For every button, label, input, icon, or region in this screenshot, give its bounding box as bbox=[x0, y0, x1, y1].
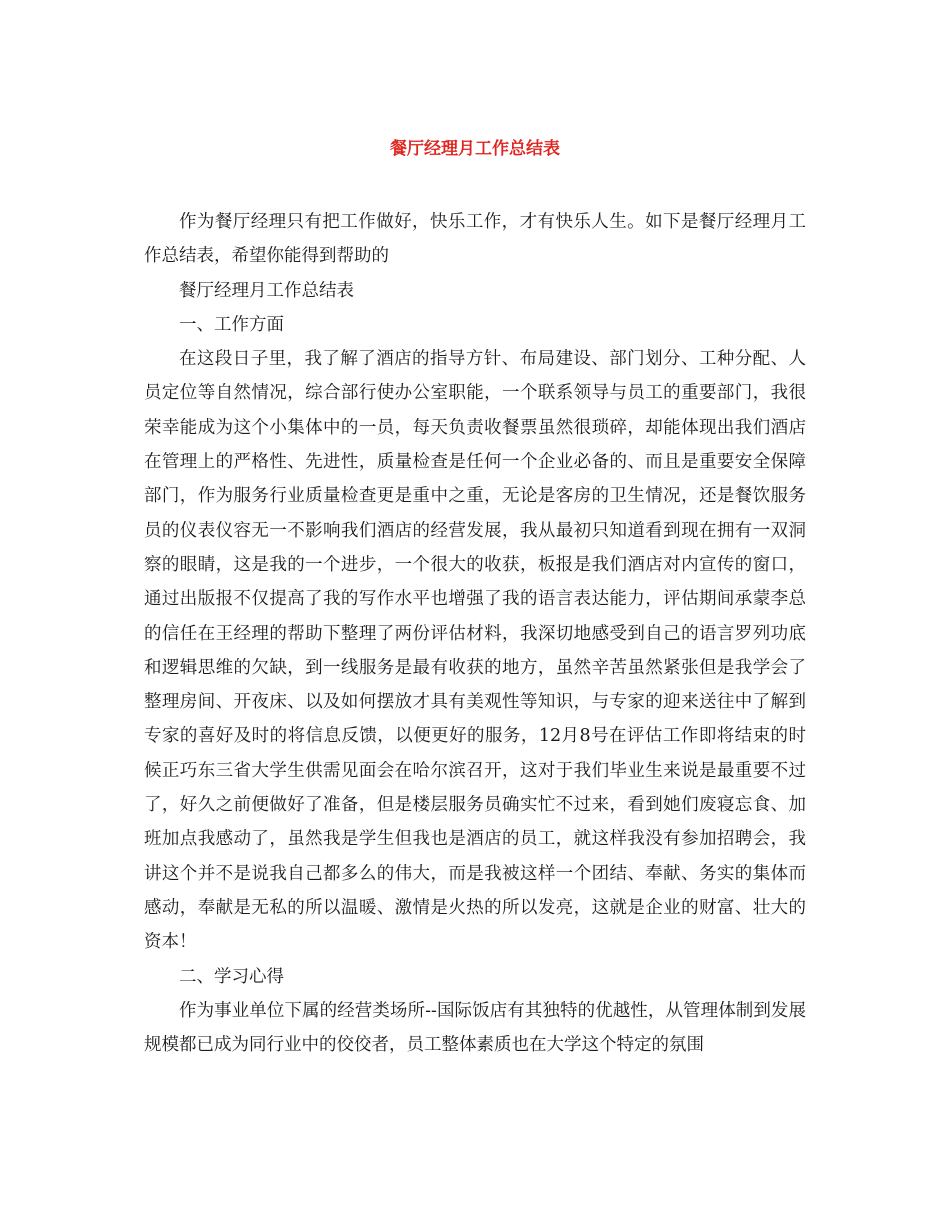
document-title: 餐厅经理月工作总结表 bbox=[390, 139, 560, 159]
work-paragraph: 在这段日子里，我了解了酒店的指导方针、布局建设、部门划分、工种分配、人员定位等自然情况，综合部行使办公室职能，一个联系领导与员工的重要部门，我很荣幸能成为这个小集体中的一员，每天负责收餐票虽然很琐碎，却能体现出我们酒店在管理上的严格性、先进性，质量检查是任何一个企业必备的、而且是重要安全保障部门，作为服务行业质量检查更是重中之重，无论是客房的卫生情况，还是餐饮服务员的仪表仪容无一不影响我们酒店的经营发展，我从最初只知道看到现在拥有一双洞察的眼睛，这是我的一个进步，一个很大的收获，板报是我们酒店对内宣传的窗口，通过出版报不仅提高了我的写作水平也增强了我的语言表达能力，评估期间承蒙李总的信任在王经理的帮助下整理了两份评估材料，我深切地感受到自己的语言罗列功底和逻辑思维的欠缺，到一线服务是最有收获的地方，虽然辛苦虽然紧张但是我学会了整理房间、开夜床、以及如何摆放才具有美观性等知识，与专家的迎来送往中了解到专家的喜好及时的将信息反馈，以便更好的服务，12月8号在评估工作即将结束的时候正巧东三省大学生供需见面会在哈尔滨召开，这对于我们毕业生来说是最重要不过了，好久之前便做好了准备，但是楼层服务员确实忙不过来，看到她们废寝忘食、加班加点我感动了，虽然我是学生但我也是酒店的员工，就这样我没有参加招聘会，我讲这个并不是说我自己都多么的伟大，而是我被这样一个团结、奉献、务实的集体而感动，奉献是无私的所以温暖、激情是火热的所以发亮，这就是企业的财富、壮大的资本！ bbox=[144, 349, 806, 953]
document-body bbox=[144, 205, 806, 1062]
section-heading-work: 一、工作方面 bbox=[179, 314, 284, 335]
study-paragraph: 作为事业单位下属的经营类场所--国际饭店有其独特的优越性，从管理体制到发展规模都已成为同行业中的佼佼者，员工整体素质也在大学这个特定的氛围 bbox=[144, 1000, 806, 1056]
intro-paragraph: 作为餐厅经理只有把工作做好，快乐工作，才有快乐人生。如下是餐厅经理月工作总结表，希望你能得到帮助的 bbox=[144, 212, 806, 267]
section-heading-study: 二、学习心得 bbox=[179, 966, 284, 987]
subtitle-paragraph: 餐厅经理月工作总结表 bbox=[179, 280, 354, 301]
